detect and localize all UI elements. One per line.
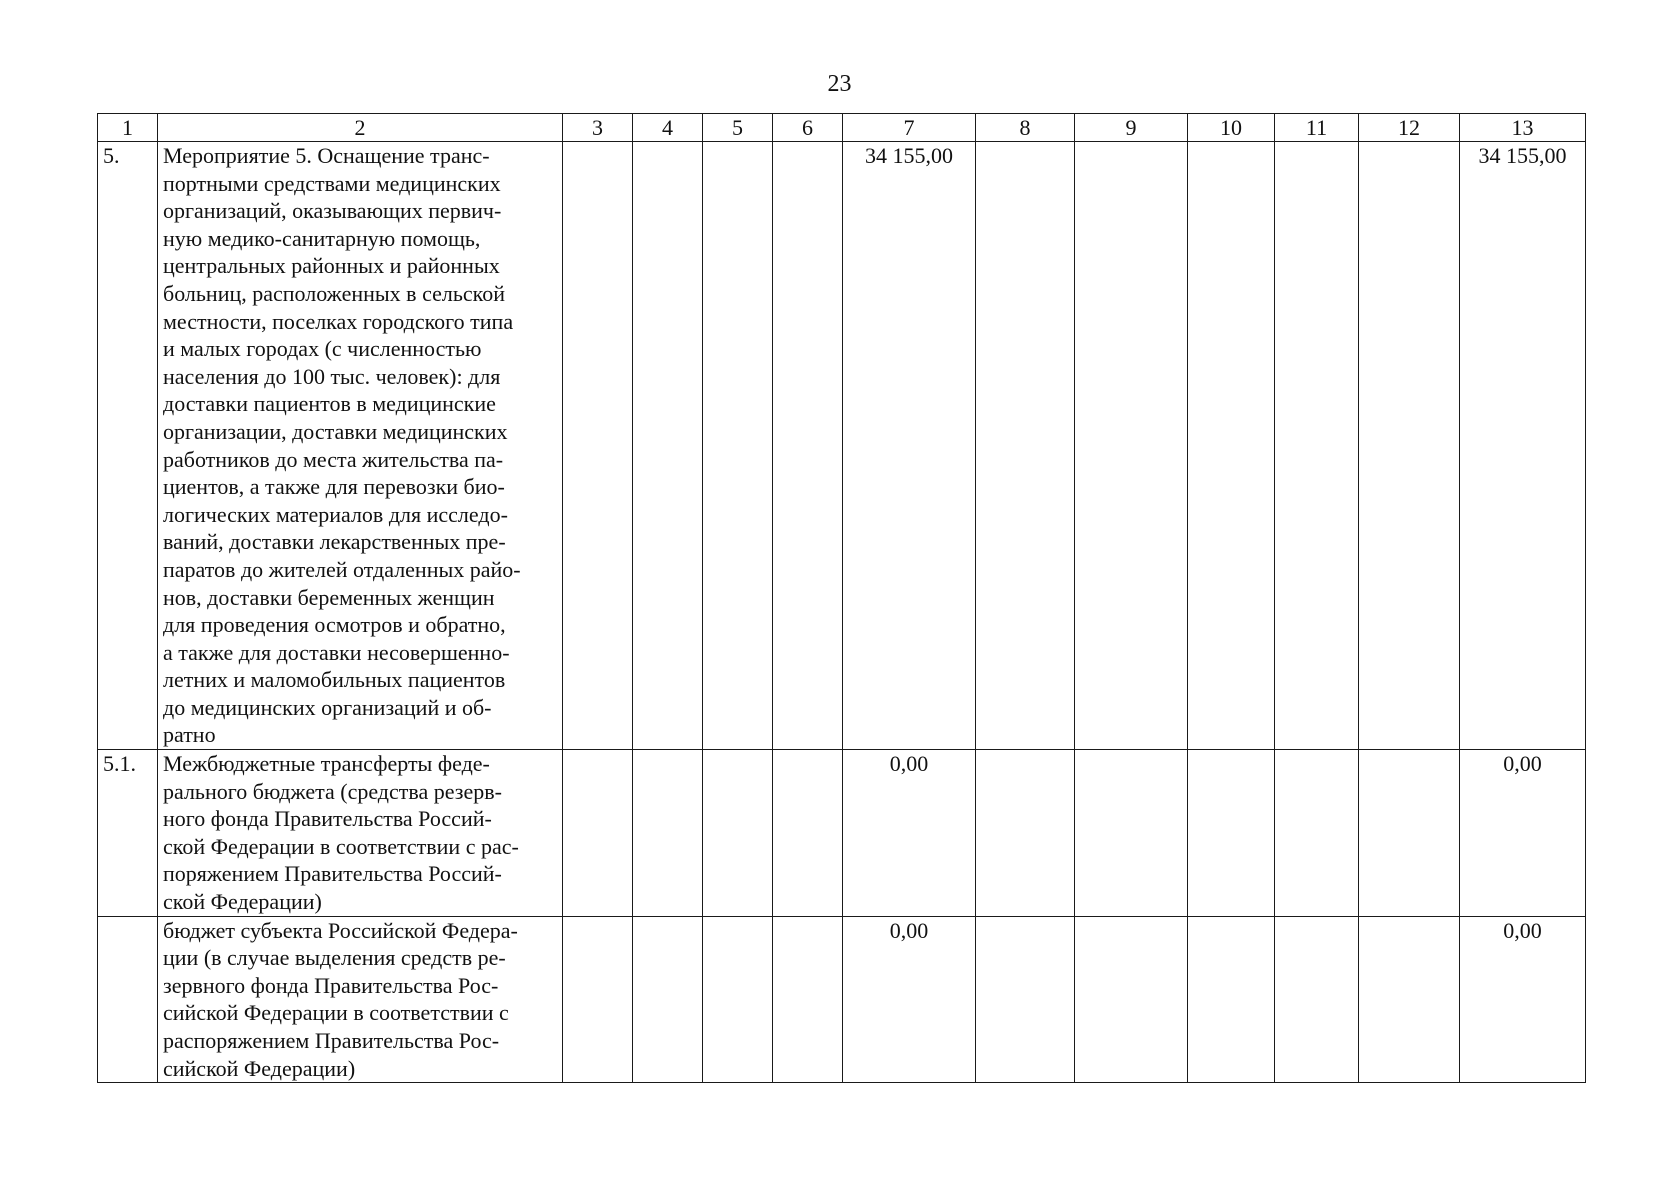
empty-cell-col9 <box>1075 916 1188 1083</box>
empty-cell-col8 <box>976 916 1075 1083</box>
empty-cell-col11 <box>1275 750 1359 917</box>
description-line: распоряжением Правительства Рос- <box>163 1028 500 1053</box>
description-line: и малых городах (с численностью <box>163 336 482 362</box>
description-line: сийской Федерации) <box>163 1055 356 1081</box>
description-line: организации, доставки медицинских <box>163 418 508 444</box>
empty-cell-col4 <box>633 916 703 1083</box>
description-line: паратов до жителей отдаленных райо- <box>163 556 521 582</box>
empty-cell-col8 <box>976 142 1075 750</box>
header-cell-4: 4 <box>633 114 703 142</box>
description-line: сийской Федерации в соответствии с <box>163 1000 509 1026</box>
empty-cell-col5 <box>703 916 773 1083</box>
description-line: населения до 100 тыс. человек): для <box>163 363 501 389</box>
description-line: циентов, а также для перевозки био- <box>163 474 505 500</box>
header-cell-5: 5 <box>703 114 773 142</box>
empty-cell-col12 <box>1359 142 1460 750</box>
empty-cell-col3 <box>563 916 633 1083</box>
empty-cell-col12 <box>1359 916 1460 1083</box>
description-line: портными средствами медицинских <box>163 170 501 196</box>
empty-cell-col10 <box>1188 142 1275 750</box>
description-line: а также для доставки несовершенно- <box>163 639 510 665</box>
value-col13: 34 155,00 <box>1460 142 1586 750</box>
empty-cell-col10 <box>1188 916 1275 1083</box>
description-line: Мероприятие 5. Оснащение транс- <box>163 143 490 168</box>
description-line: больниц, расположенных в сельской <box>163 280 505 306</box>
row-number <box>98 916 158 1083</box>
header-cell-6: 6 <box>773 114 843 142</box>
description-line: ную медико-санитарную помощь, <box>163 225 481 251</box>
description-line: центральных районных и районных <box>163 253 500 279</box>
empty-cell-col9 <box>1075 142 1188 750</box>
empty-cell-col6 <box>773 142 843 750</box>
empty-cell-col8 <box>976 750 1075 917</box>
description-line: ратно <box>163 722 216 748</box>
empty-cell-col5 <box>703 142 773 750</box>
header-cell-3: 3 <box>563 114 633 142</box>
description-line: зервного фонда Правительства Рос- <box>163 972 499 998</box>
header-cell-7: 7 <box>843 114 976 142</box>
empty-cell-col4 <box>633 142 703 750</box>
description-line: нов, доставки беременных женщин <box>163 584 495 610</box>
header-cell-11: 11 <box>1275 114 1359 142</box>
header-cell-2: 2 <box>158 114 563 142</box>
description-line: для проведения осмотров и обратно, <box>163 612 506 638</box>
row-number: 5.1. <box>98 750 158 917</box>
row-description <box>158 142 563 750</box>
description-line: доставки пациентов в медицинские <box>163 391 496 417</box>
empty-cell-col11 <box>1275 142 1359 750</box>
description-line: работников до места жительства па- <box>163 446 504 472</box>
description-line: ской Федерации) <box>163 889 322 915</box>
row-description <box>158 916 563 1083</box>
empty-cell-col6 <box>773 916 843 1083</box>
empty-cell-col9 <box>1075 750 1188 917</box>
header-cell-13: 13 <box>1460 114 1586 142</box>
empty-cell-col3 <box>563 750 633 917</box>
header-cell-1: 1 <box>98 114 158 142</box>
page-number: 23 <box>827 71 852 97</box>
description-line: до медицинских организаций и об- <box>163 694 492 720</box>
empty-cell-col10 <box>1188 750 1275 917</box>
header-cell-12: 12 <box>1359 114 1460 142</box>
description-line: Межбюджетные трансферты феде- <box>163 751 490 777</box>
description-line: ской Федерации в соответствии с рас- <box>163 833 519 859</box>
value-col7: 0,00 <box>843 916 976 1083</box>
value-col7: 34 155,00 <box>843 142 976 750</box>
description-line: местности, поселках городского типа <box>163 308 514 334</box>
budget-table <box>97 113 1586 1083</box>
value-col13: 0,00 <box>1460 916 1586 1083</box>
empty-cell-col6 <box>773 750 843 917</box>
description-line: летних и маломобильных пациентов <box>163 667 506 693</box>
table-row <box>98 750 1586 917</box>
header-cell-9: 9 <box>1075 114 1188 142</box>
description-line: поряжением Правительства Россий- <box>163 861 502 887</box>
row-number: 5. <box>98 142 158 750</box>
empty-cell-col4 <box>633 750 703 917</box>
empty-cell-col11 <box>1275 916 1359 1083</box>
table-row <box>98 916 1586 1083</box>
value-col13: 0,00 <box>1460 750 1586 917</box>
description-line: ваний, доставки лекарственных пре- <box>163 529 506 555</box>
empty-cell-col12 <box>1359 750 1460 917</box>
empty-cell-col3 <box>563 142 633 750</box>
table-row <box>98 142 1586 750</box>
description-line: ного фонда Правительства Россий- <box>163 806 492 832</box>
description-line: логических материалов для исследо- <box>163 501 508 527</box>
row-description <box>158 750 563 917</box>
column-numbers-row <box>98 114 1586 142</box>
description-line: организаций, оказывающих первич- <box>163 198 502 224</box>
header-cell-10: 10 <box>1188 114 1275 142</box>
description-line: бюджет субъекта Российской Федера- <box>163 917 518 943</box>
value-col7: 0,00 <box>843 750 976 917</box>
header-cell-8: 8 <box>976 114 1075 142</box>
description-line: ции (в случае выделения средств ре- <box>163 945 506 971</box>
description-line: рального бюджета (средства резерв- <box>163 778 502 804</box>
empty-cell-col5 <box>703 750 773 917</box>
